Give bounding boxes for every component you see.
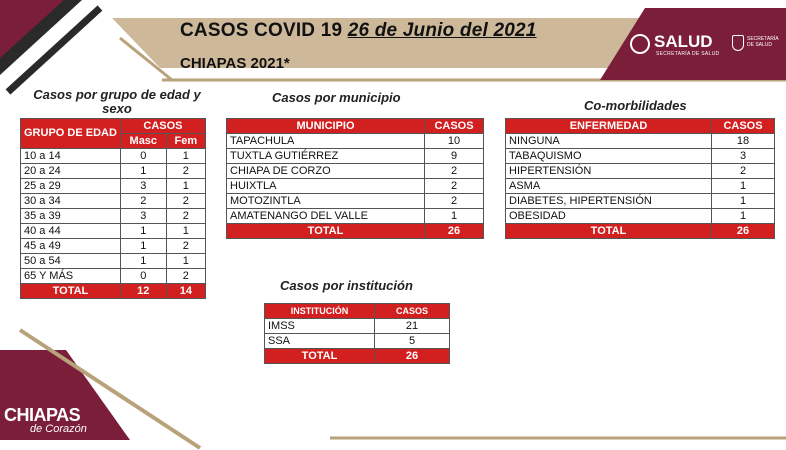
- table-cell-m: 1: [120, 239, 166, 254]
- comorb-table-title: Co-morbilidades: [584, 98, 687, 113]
- comorb-total-value: 26: [712, 224, 775, 239]
- table-cell-cases: 9: [425, 149, 484, 164]
- table-cell-m: 1: [120, 224, 166, 239]
- comorb-table: [505, 118, 775, 239]
- age-table-title: Casos por grupo de edad y sexo: [33, 87, 201, 116]
- table-cell-f: 1: [166, 224, 205, 239]
- table-row: [227, 134, 484, 149]
- salud-logo: [630, 30, 780, 60]
- table-row: [506, 209, 775, 224]
- table-cell-m: 3: [120, 209, 166, 224]
- table-cell-group: 45 a 49: [21, 239, 121, 254]
- comorb-total-label: TOTAL: [506, 224, 712, 239]
- table-cell-f: 2: [166, 164, 205, 179]
- table-cell-name: SSA: [265, 334, 375, 349]
- table-row: [506, 149, 775, 164]
- table-cell-m: 3: [120, 179, 166, 194]
- table-cell-name: ASMA: [506, 179, 712, 194]
- table-row: [227, 194, 484, 209]
- table-cell-name: DIABETES, HIPERTENSIÓN: [506, 194, 712, 209]
- table-cell-name: AMATENANGO DEL VALLE: [227, 209, 425, 224]
- emblem-icon: [630, 34, 650, 54]
- table-cell-cases: 18: [712, 134, 775, 149]
- age-total-masc: 12: [120, 284, 166, 299]
- age-total-label: TOTAL: [21, 284, 121, 299]
- table-row: [21, 179, 206, 194]
- table-row: [21, 254, 206, 269]
- col-masc-header: Masc: [120, 134, 166, 149]
- table-row: [227, 209, 484, 224]
- table-cell-group: 35 a 39: [21, 209, 121, 224]
- col-institucion-header: INSTITUCIÓN: [265, 304, 375, 319]
- table-cell-name: TUXTLA GUTIÉRREZ: [227, 149, 425, 164]
- table-cell-group: 65 Y MÁS: [21, 269, 121, 284]
- table-row: [21, 269, 206, 284]
- table-cell-name: IMSS: [265, 319, 375, 334]
- table-cell-cases: 5: [375, 334, 450, 349]
- table-row: [21, 239, 206, 254]
- table-cell-cases: 3: [712, 149, 775, 164]
- table-row: [21, 194, 206, 209]
- table-cell-m: 1: [120, 254, 166, 269]
- shield-icon: [732, 35, 744, 51]
- table-cell-cases: 2: [425, 164, 484, 179]
- inst-table: [264, 303, 450, 364]
- inst-total-value: 26: [375, 349, 450, 364]
- col-casos-header: CASOS: [425, 119, 484, 134]
- table-cell-f: 1: [166, 254, 205, 269]
- table-cell-name: OBESIDAD: [506, 209, 712, 224]
- table-cell-name: MOTOZINTLA: [227, 194, 425, 209]
- table-cell-cases: 1: [712, 194, 775, 209]
- table-row: [506, 164, 775, 179]
- brand-name: CHIAPAS: [4, 405, 81, 425]
- table-row: [21, 149, 206, 164]
- table-cell-name: HIPERTENSIÓN: [506, 164, 712, 179]
- table-cell-name: NINGUNA: [506, 134, 712, 149]
- age-total-fem: 14: [166, 284, 205, 299]
- table-cell-cases: 21: [375, 319, 450, 334]
- col-fem-header: Fem: [166, 134, 205, 149]
- table-row: [227, 179, 484, 194]
- table-cell-cases: 10: [425, 134, 484, 149]
- table-cell-group: 25 a 29: [21, 179, 121, 194]
- table-cell-group: 30 a 34: [21, 194, 121, 209]
- inst-total-label: TOTAL: [265, 349, 375, 364]
- table-cell-name: TAPACHULA: [227, 134, 425, 149]
- table-cell-cases: 2: [425, 194, 484, 209]
- col-cases-header: CASOS: [120, 119, 205, 134]
- table-row: [506, 179, 775, 194]
- table-cell-cases: 2: [712, 164, 775, 179]
- title-date: 26 de Junio del 2021: [347, 20, 537, 41]
- page-title: [180, 20, 537, 42]
- table-cell-f: 1: [166, 179, 205, 194]
- title-prefix: CASOS COVID 19: [180, 20, 343, 41]
- table-row: [227, 164, 484, 179]
- page-subtitle: CHIAPAS 2021*: [180, 55, 290, 72]
- table-cell-group: 50 a 54: [21, 254, 121, 269]
- brand-tagline: de Corazón: [30, 423, 87, 435]
- table-cell-m: 0: [120, 269, 166, 284]
- table-cell-group: 20 a 24: [21, 164, 121, 179]
- muni-table: [226, 118, 484, 239]
- col-enfermedad-header: ENFERMEDAD: [506, 119, 712, 134]
- table-row: [21, 224, 206, 239]
- table-cell-group: 10 a 14: [21, 149, 121, 164]
- table-cell-m: 0: [120, 149, 166, 164]
- chiapas-brand: [4, 405, 87, 435]
- table-cell-m: 2: [120, 194, 166, 209]
- age-table: [20, 118, 206, 299]
- table-row: [265, 334, 450, 349]
- table-cell-f: 2: [166, 194, 205, 209]
- inst-table-title: Casos por institución: [280, 278, 413, 293]
- muni-table-title: Casos por municipio: [272, 90, 401, 105]
- muni-total-label: TOTAL: [227, 224, 425, 239]
- logo-secondary: SECRETARÍA DE SALUD: [747, 36, 779, 48]
- table-cell-m: 1: [120, 164, 166, 179]
- table-row: [506, 194, 775, 209]
- table-cell-cases: 1: [712, 209, 775, 224]
- col-group-header: GRUPO DE EDAD: [21, 119, 121, 149]
- table-cell-name: TABAQUISMO: [506, 149, 712, 164]
- table-cell-cases: 1: [712, 179, 775, 194]
- table-cell-name: CHIAPA DE CORZO: [227, 164, 425, 179]
- logo-name: SALUD: [654, 32, 713, 51]
- col-municipio-header: MUNICIPIO: [227, 119, 425, 134]
- col-casos-header: CASOS: [375, 304, 450, 319]
- table-cell-cases: 1: [425, 209, 484, 224]
- table-cell-name: HUIXTLA: [227, 179, 425, 194]
- table-cell-group: 40 a 44: [21, 224, 121, 239]
- col-casos-header: CASOS: [712, 119, 775, 134]
- table-row: [265, 319, 450, 334]
- table-row: [227, 149, 484, 164]
- table-row: [21, 164, 206, 179]
- table-cell-f: 1: [166, 149, 205, 164]
- table-row: [506, 134, 775, 149]
- table-cell-cases: 2: [425, 179, 484, 194]
- muni-total-value: 26: [425, 224, 484, 239]
- table-cell-f: 2: [166, 269, 205, 284]
- table-row: [21, 209, 206, 224]
- logo-subname: SECRETARÍA DE SALUD: [656, 51, 720, 57]
- table-cell-f: 2: [166, 239, 205, 254]
- table-cell-f: 2: [166, 209, 205, 224]
